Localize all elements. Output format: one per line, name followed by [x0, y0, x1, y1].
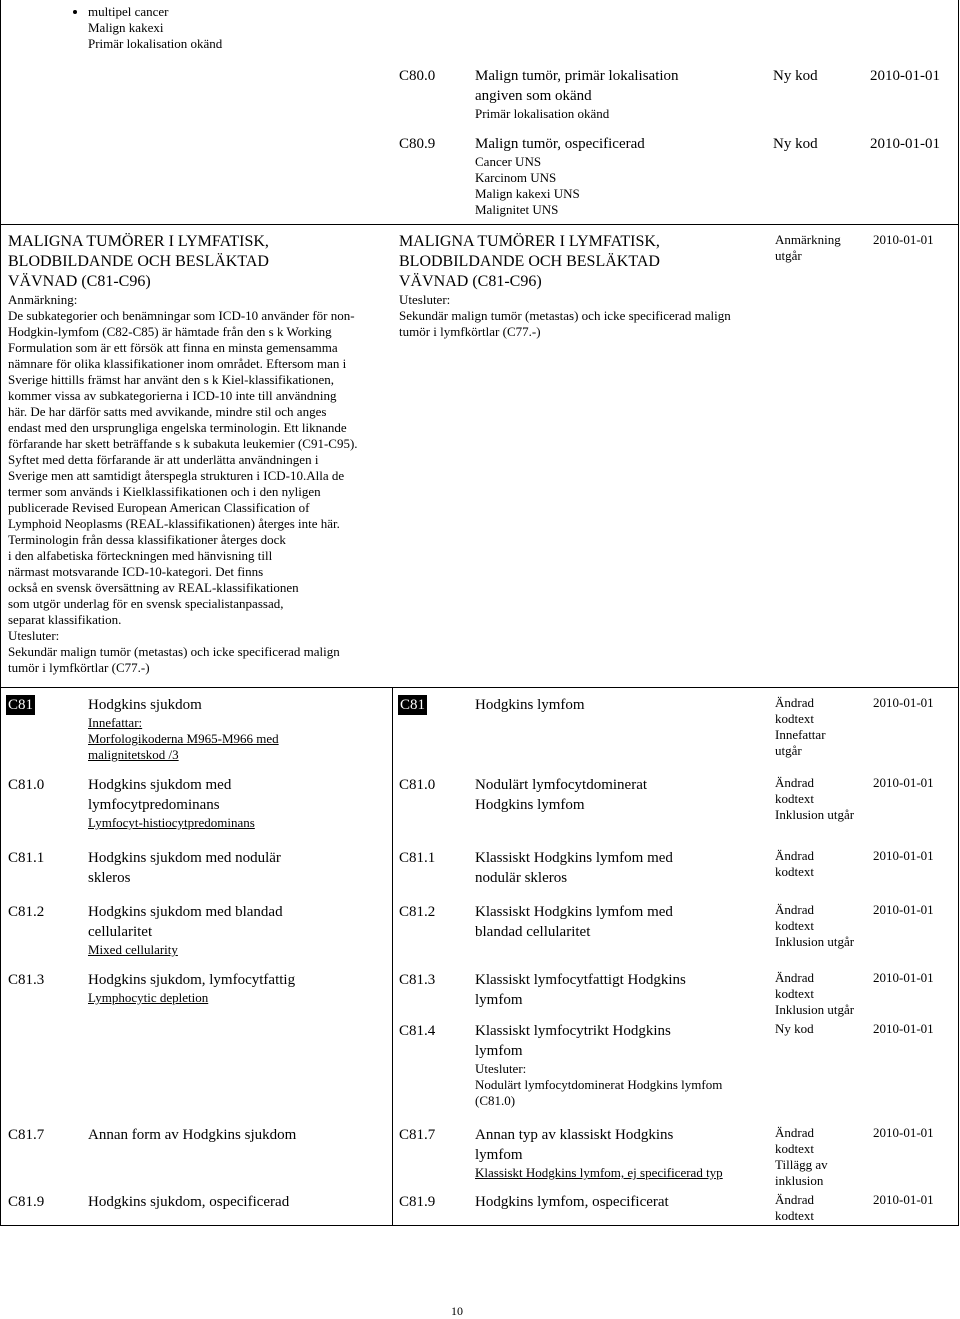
status-cell: [775, 1125, 870, 1189]
new-entry: [475, 1192, 770, 1212]
note-line: kommer vissa av subkategorierna i ICD-10 inte till användning: [8, 388, 337, 403]
note-line: förfarande har skett beträffande s k subakuta leukemier (C91-C95).: [8, 436, 358, 451]
status-line: utgår: [775, 743, 802, 758]
status-line: kodtext: [775, 986, 814, 1001]
note-line: Formulation som är ett försök att finna en minsta gemensamma: [8, 340, 338, 355]
new-title-line: Klassiskt Hodgkins lymfom med: [475, 850, 673, 866]
new-entry: [475, 848, 770, 888]
c800-entry: [475, 66, 765, 122]
status-line: Inklusion utgår: [775, 1002, 855, 1017]
status-line: Anmärkning: [775, 232, 841, 247]
old-code: C81.9: [8, 1194, 45, 1210]
new-title-line: Klassiskt lymfocytrikt Hodgkins: [475, 1023, 671, 1039]
exclusion-text: Sekundär malign tumör (metastas) och icke specificerad malign: [399, 308, 731, 323]
new-title-line: blandad cellularitet: [475, 924, 591, 940]
status-cell: [775, 848, 870, 880]
page-number: 10: [451, 1304, 463, 1318]
note-line: Sverige hittills främst har använt den s k Kiel-klassifikationen,: [8, 372, 335, 387]
old-title-line: Hodgkins sjukdom: [88, 697, 202, 713]
section-left: [8, 232, 390, 676]
c809-title: Malign tumör, ospecificerad: [475, 136, 645, 152]
status-line: Tillägg av: [775, 1157, 828, 1172]
new-entry: [475, 1125, 770, 1181]
old-sub-line: Morfologikoderna M965-M966 med: [88, 731, 279, 746]
old-title-line: Hodgkins sjukdom med: [88, 777, 232, 793]
status-line: Ändrad: [775, 695, 814, 710]
status-line: kodtext: [775, 1141, 814, 1156]
exclusion-label: Utesluter:: [399, 292, 451, 307]
c809-sub: Malign kakexi UNS: [475, 186, 580, 201]
new-title-line: lymfom: [475, 1147, 523, 1163]
status-line: Ändrad: [775, 902, 814, 917]
c800-title: angiven som okänd: [475, 88, 592, 104]
new-sub-line: Klassiskt Hodgkins lymfom, ej specificerad typ: [475, 1165, 723, 1180]
new-code: C81.1: [399, 850, 436, 866]
section-heading: MALIGNA TUMÖRER I LYMFATISK,: [8, 233, 269, 250]
new-title-line: Klassiskt lymfocytfattigt Hodgkins: [475, 972, 686, 988]
new-sub-label: Utesluter:: [475, 1061, 527, 1076]
new-entry: [475, 970, 770, 1010]
old-sub-line: malignitetskod /3: [88, 747, 179, 762]
new-entry: [475, 1021, 770, 1109]
new-title-line: Nodulärt lymfocytdominerat: [475, 777, 648, 793]
section-heading: BLODBILDANDE OCH BESLÄKTAD: [399, 253, 660, 270]
top-left-line: Primär lokalisation okänd: [88, 36, 223, 51]
exclusion-text: Sekundär malign tumör (metastas) och icke specificerad malign: [8, 644, 340, 659]
c809-status: Ny kod: [773, 136, 818, 152]
status-line: utgår: [775, 248, 802, 263]
date-cell: 2010-01-01: [873, 1021, 934, 1036]
new-code: C81: [400, 697, 426, 713]
new-entry: [475, 775, 770, 815]
note-line: också en svensk översättning av REAL-klassifikationen: [8, 580, 299, 595]
new-title-line: Annan typ av klassiskt Hodgkins: [475, 1127, 674, 1143]
status-cell: [775, 970, 870, 1018]
old-title-line: Hodgkins sjukdom med blandad: [88, 904, 283, 920]
date-cell: 2010-01-01: [873, 848, 934, 863]
status-line: Innefattar: [775, 727, 826, 742]
new-code: C81.7: [399, 1127, 436, 1143]
old-code: C81: [8, 697, 34, 713]
status-line: Ny kod: [775, 1021, 814, 1036]
note-text: [8, 308, 390, 628]
status-line: kodtext: [775, 1208, 814, 1223]
note-line: endast med den ursprungliga engelska terminologin. Ett liknande: [8, 420, 347, 435]
c809-date: 2010-01-01: [870, 136, 940, 152]
status-line: inklusion: [775, 1173, 824, 1188]
status-line: Inklusion utgår: [775, 807, 855, 822]
new-title-line: lymfom: [475, 1043, 523, 1059]
status-line: kodtext: [775, 791, 814, 806]
top-left-notes: [70, 4, 370, 52]
section-right-date: 2010-01-01: [873, 232, 934, 247]
note-line: Sverige men att samtidigt återspegla strukturen i ICD-10.Alla de: [8, 468, 345, 483]
note-line: Lymphoid Neoplasms (REAL-klassifikationen) återges inte här.: [8, 516, 340, 531]
c800-title: Malign tumör, primär lokalisation: [475, 68, 679, 84]
new-code: C81.9: [399, 1194, 436, 1210]
status-cell: [775, 902, 870, 950]
c809-code: C80.9: [399, 136, 436, 152]
old-title-line: Hodgkins sjukdom med nodulär: [88, 850, 281, 866]
status-line: Ändrad: [775, 1192, 814, 1207]
status-line: Ändrad: [775, 848, 814, 863]
new-title-line: Hodgkins lymfom: [475, 797, 585, 813]
old-title-line: cellularitet: [88, 924, 153, 940]
old-code: C81.2: [8, 904, 45, 920]
new-entry: [475, 695, 770, 715]
new-sub-line: (C81.0): [475, 1093, 516, 1108]
old-entry: [88, 775, 388, 831]
exclusion-label: Utesluter:: [8, 628, 60, 643]
old-entry: [88, 1192, 388, 1212]
old-title-line: Hodgkins sjukdom, ospecificerad: [88, 1194, 290, 1210]
c809-sub: Malignitet UNS: [475, 202, 559, 217]
new-code: C81.0: [399, 777, 436, 793]
section-right: [399, 232, 769, 340]
new-code: C81.4: [399, 1023, 436, 1039]
note-line: De subkategorier och benämningar som ICD-10 använder för non-: [8, 308, 355, 323]
old-entry: [88, 902, 388, 958]
old-entry: [88, 1125, 388, 1145]
date-cell: 2010-01-01: [873, 775, 934, 790]
old-title-line: Hodgkins sjukdom, lymfocytfattig: [88, 972, 296, 988]
section-heading: BLODBILDANDE OCH BESLÄKTAD: [8, 253, 269, 270]
old-entry: [88, 970, 388, 1006]
c800-status: Ny kod: [773, 68, 818, 84]
status-line: Ändrad: [775, 775, 814, 790]
section-heading: VÄVNAD (C81-C96): [399, 273, 542, 290]
old-code: C81.0: [8, 777, 45, 793]
old-entry: [88, 848, 388, 888]
date-cell: 2010-01-01: [873, 970, 934, 985]
note-line: nämnare för olika klassifikationer inom området. Eftersom man i: [8, 356, 347, 371]
note-line: Hodgkin-lymfom (C82-C85) är hämtade från den s k Working: [8, 324, 332, 339]
new-code: C81.3: [399, 972, 436, 988]
old-code: C81.3: [8, 972, 45, 988]
old-title-line: lymfocytpredominans: [88, 797, 220, 813]
exclusion-text: tumör i lymfkörtlar (C77.-): [8, 660, 150, 675]
old-sub-line: Lymfocyt-histiocytpredominans: [88, 815, 255, 830]
exclusion-text: tumör i lymfkörtlar (C77.-): [399, 324, 541, 339]
old-sub-label: Innefattar:: [88, 715, 143, 730]
note-line: som utgör underlag för en svensk specialistanpassad,: [8, 596, 284, 611]
note-line: Syftet med detta förfarande är att underlätta användningen i: [8, 452, 319, 467]
old-sub-line: Mixed cellularity: [88, 942, 178, 957]
section-heading: VÄVNAD (C81-C96): [8, 273, 151, 290]
status-line: kodtext: [775, 918, 814, 933]
bullet-item: • multipel cancer: [88, 4, 370, 20]
status-cell: [775, 695, 870, 759]
old-title-line: skleros: [88, 870, 131, 886]
new-title-line: Hodgkins lymfom: [475, 697, 585, 713]
c800-code: C80.0: [399, 68, 436, 84]
status-cell: [775, 1192, 870, 1224]
status-line: Ändrad: [775, 1125, 814, 1140]
note-line: i den alfabetiska förteckningen med hänvisning till: [8, 548, 273, 563]
date-cell: 2010-01-01: [873, 1192, 934, 1207]
date-cell: 2010-01-01: [873, 902, 934, 917]
note-line: närmast motsvarande ICD-10-kategori. Det finns: [8, 564, 264, 579]
date-cell: 2010-01-01: [873, 695, 934, 710]
note-label: Anmärkning:: [8, 292, 78, 307]
status-cell: [775, 1021, 870, 1037]
note-line: här. De har därför satts med avvikande, mindre stil och anges: [8, 404, 327, 419]
old-code: C81.7: [8, 1127, 45, 1143]
c809-sub: Cancer UNS: [475, 154, 542, 169]
new-code: C81.2: [399, 904, 436, 920]
new-entry: [475, 902, 770, 942]
note-line: separat klassifikation.: [8, 612, 122, 627]
c800-sub: Primär lokalisation okänd: [475, 106, 610, 121]
status-cell: [775, 775, 870, 823]
old-entry: [88, 695, 388, 763]
section-heading: MALIGNA TUMÖRER I LYMFATISK,: [399, 233, 660, 250]
top-left-line: Malign kakexi: [88, 20, 164, 35]
old-title-line: Annan form av Hodgkins sjukdom: [88, 1127, 297, 1143]
c809-entry: [475, 134, 765, 218]
section-right-status: [775, 232, 841, 264]
new-title-line: Hodgkins lymfom, ospecificerat: [475, 1194, 669, 1210]
c809-sub: Karcinom UNS: [475, 170, 557, 185]
note-line: termer som används i Kielklassifikationen och i den nyligen: [8, 484, 321, 499]
date-cell: 2010-01-01: [873, 1125, 934, 1140]
c800-date: 2010-01-01: [870, 68, 940, 84]
new-title-line: lymfom: [475, 992, 523, 1008]
new-title-line: nodulär skleros: [475, 870, 568, 886]
note-line: Terminologin från dessa klassifikationer återges dock: [8, 532, 286, 547]
status-line: Ändrad: [775, 970, 814, 985]
status-line: Inklusion utgår: [775, 934, 855, 949]
new-title-line: Klassiskt Hodgkins lymfom med: [475, 904, 673, 920]
new-sub-line: Nodulärt lymfocytdominerat Hodgkins lymfom: [475, 1077, 723, 1092]
old-sub-line: Lymphocytic depletion: [88, 990, 209, 1005]
status-line: kodtext: [775, 864, 814, 879]
note-line: publicerade Revised European American Classification of: [8, 500, 310, 515]
old-code: C81.1: [8, 850, 45, 866]
status-line: kodtext: [775, 711, 814, 726]
